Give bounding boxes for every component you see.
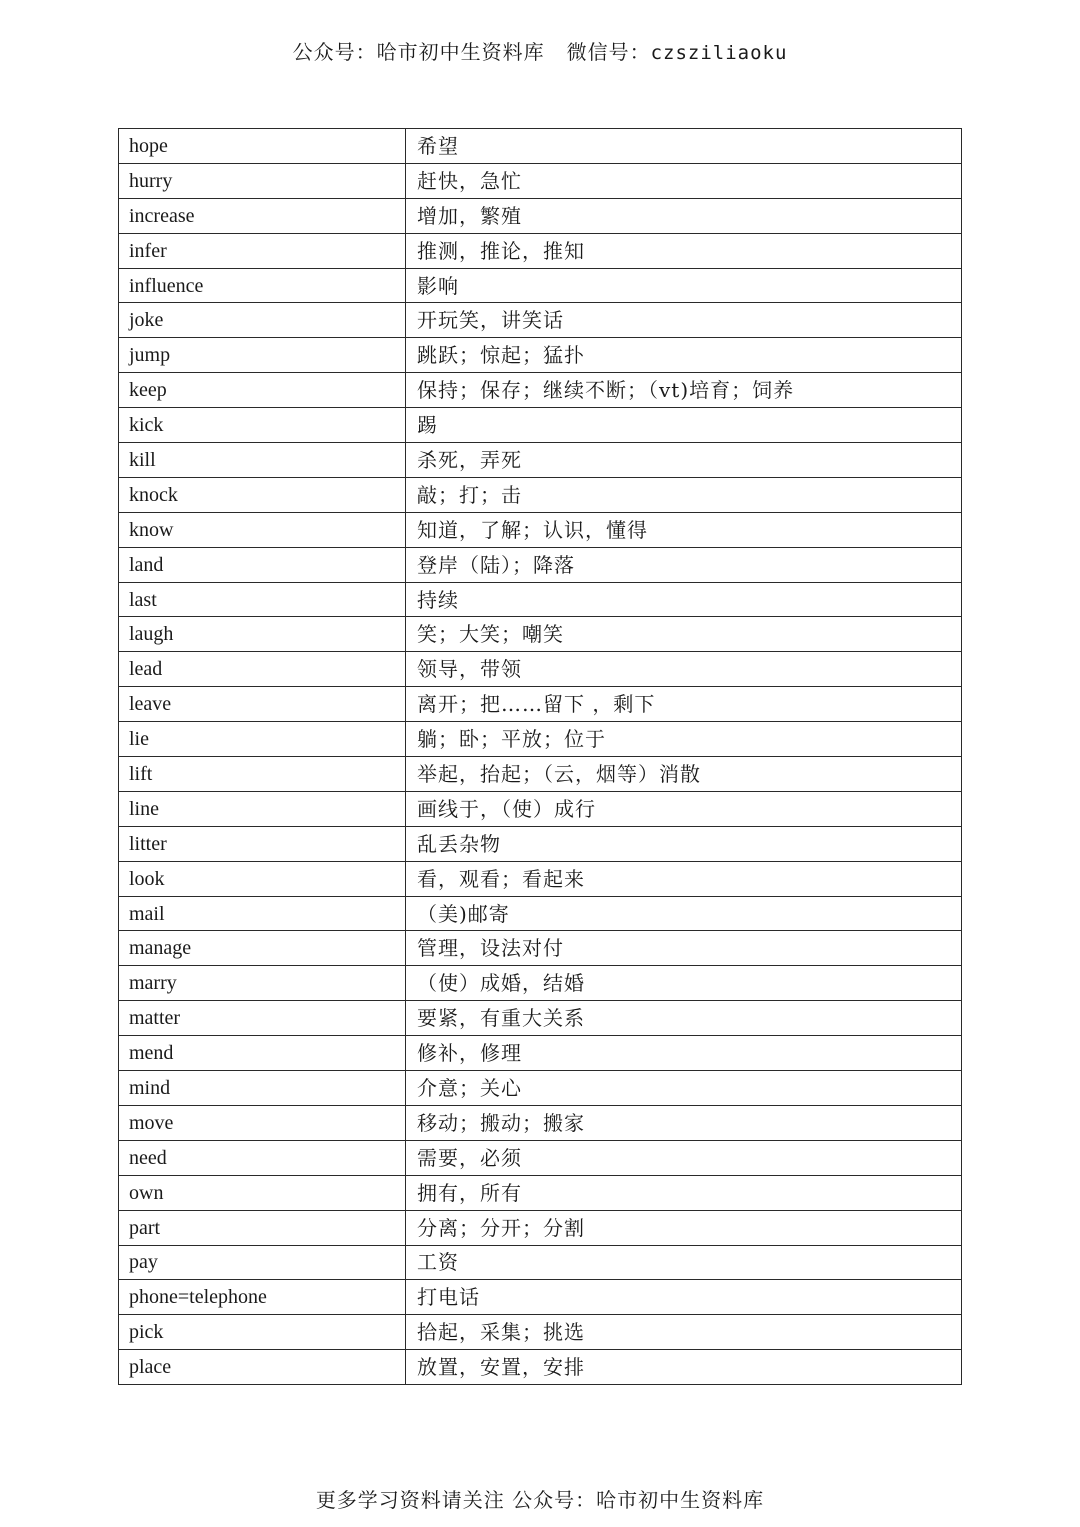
vocab-word: lie: [119, 722, 406, 757]
table-row: [119, 1210, 962, 1245]
table-row: [119, 826, 962, 861]
vocab-meaning: 增加，繁殖: [406, 198, 962, 233]
vocab-meaning: 躺；卧；平放；位于: [406, 722, 962, 757]
vocab-meaning: 修补，修理: [406, 1036, 962, 1071]
vocab-word: place: [119, 1350, 406, 1385]
table-row: [119, 512, 962, 547]
table-row: [119, 303, 962, 338]
table-row: [119, 931, 962, 966]
wechat-id: czsziliaoku: [650, 42, 788, 64]
table-row: [119, 1350, 962, 1385]
vocab-meaning: 杀死，弄死: [406, 443, 962, 478]
table-row: [119, 1140, 962, 1175]
table-row: [119, 722, 962, 757]
vocab-meaning: 赶快，急忙: [406, 163, 962, 198]
vocab-meaning: 拥有，所有: [406, 1175, 962, 1210]
vocab-meaning: 敲；打；击: [406, 477, 962, 512]
table-row: [119, 1315, 962, 1350]
vocab-meaning: 离开；把……留下 ，剩下: [406, 687, 962, 722]
vocab-word: last: [119, 582, 406, 617]
vocab-word: line: [119, 791, 406, 826]
table-row: [119, 129, 962, 164]
table-row: [119, 408, 962, 443]
table-row: [119, 617, 962, 652]
table-row: [119, 1245, 962, 1280]
vocab-meaning: 乱丢杂物: [406, 826, 962, 861]
table-row: [119, 966, 962, 1001]
vocab-meaning: 工资: [406, 1245, 962, 1280]
vocab-meaning: 登岸（陆）；降落: [406, 547, 962, 582]
table-row: [119, 861, 962, 896]
vocab-word: matter: [119, 1001, 406, 1036]
vocab-word: land: [119, 547, 406, 582]
vocab-meaning: 知道，了解；认识，懂得: [406, 512, 962, 547]
vocab-word: lift: [119, 757, 406, 792]
vocab-meaning: 要紧，有重大关系: [406, 1001, 962, 1036]
vocab-meaning: 保持；保存；继续不断；（vt)培育；饲养: [406, 373, 962, 408]
vocab-word: marry: [119, 966, 406, 1001]
table-row: [119, 791, 962, 826]
vocab-word: mend: [119, 1036, 406, 1071]
table-row: [119, 1036, 962, 1071]
table-row: [119, 373, 962, 408]
table-row: [119, 582, 962, 617]
wechat-prefix: 微信号：: [566, 40, 651, 64]
vocab-word: leave: [119, 687, 406, 722]
vocab-meaning: 分离；分开；分割: [406, 1210, 962, 1245]
vocab-word: mind: [119, 1071, 406, 1106]
vocab-word: know: [119, 512, 406, 547]
vocab-word: mail: [119, 896, 406, 931]
table-row: [119, 687, 962, 722]
vocab-meaning: 跳跃；惊起；猛扑: [406, 338, 962, 373]
table-row: [119, 1280, 962, 1315]
table-row: [119, 443, 962, 478]
vocab-word: kick: [119, 408, 406, 443]
table-row: [119, 163, 962, 198]
vocab-word: lead: [119, 652, 406, 687]
vocab-meaning: 影响: [406, 268, 962, 303]
vocab-word: jump: [119, 338, 406, 373]
vocab-word: phone=telephone: [119, 1280, 406, 1315]
vocab-word: influence: [119, 268, 406, 303]
vocab-meaning: 看，观看；看起来: [406, 861, 962, 896]
table-row: [119, 477, 962, 512]
page-footer: 更多学习资料请关注 公众号：哈市初中生资料库: [315, 1488, 765, 1512]
vocab-meaning: （使）成婚，结婚: [406, 966, 962, 1001]
vocab-meaning: 举起，抬起；（云，烟等）消散: [406, 757, 962, 792]
table-row: [119, 547, 962, 582]
table-row: [119, 652, 962, 687]
vocabulary-table-body: [119, 129, 962, 1385]
vocab-word: pick: [119, 1315, 406, 1350]
table-row: [119, 1001, 962, 1036]
page-header: [0, 36, 1080, 65]
table-row: [119, 268, 962, 303]
vocab-meaning: 推测，推论，推知: [406, 233, 962, 268]
table-row: [119, 198, 962, 233]
vocab-word: need: [119, 1140, 406, 1175]
vocab-meaning: 笑；大笑；嘲笑: [406, 617, 962, 652]
table-row: [119, 338, 962, 373]
table-row: [119, 1105, 962, 1140]
table-row: [119, 1071, 962, 1106]
vocab-meaning: 移动；搬动；搬家: [406, 1105, 962, 1140]
vocab-meaning: （美)邮寄: [406, 896, 962, 931]
vocab-word: litter: [119, 826, 406, 861]
account-label: 公众号：哈市初中生资料库: [292, 40, 545, 64]
vocab-meaning: 拾起，采集；挑选: [406, 1315, 962, 1350]
vocab-word: keep: [119, 373, 406, 408]
vocab-word: move: [119, 1105, 406, 1140]
vocab-meaning: 开玩笑，讲笑话: [406, 303, 962, 338]
vocab-word: knock: [119, 477, 406, 512]
vocab-word: own: [119, 1175, 406, 1210]
table-row: [119, 757, 962, 792]
vocab-meaning: 打电话: [406, 1280, 962, 1315]
vocabulary-table: [118, 128, 962, 1385]
vocab-meaning: 管理，设法对付: [406, 931, 962, 966]
table-row: [119, 896, 962, 931]
vocab-word: hope: [119, 129, 406, 164]
vocab-meaning: 希望: [406, 129, 962, 164]
vocab-meaning: 画线于，（使）成行: [406, 791, 962, 826]
vocab-word: pay: [119, 1245, 406, 1280]
vocab-word: hurry: [119, 163, 406, 198]
table-row: [119, 1175, 962, 1210]
vocab-meaning: 领导，带领: [406, 652, 962, 687]
vocab-meaning: 介意；关心: [406, 1071, 962, 1106]
vocab-word: part: [119, 1210, 406, 1245]
table-row: [119, 233, 962, 268]
vocab-word: kill: [119, 443, 406, 478]
vocab-meaning: 需要，必须: [406, 1140, 962, 1175]
vocab-word: infer: [119, 233, 406, 268]
vocab-meaning: 持续: [406, 582, 962, 617]
vocab-word: increase: [119, 198, 406, 233]
vocab-word: laugh: [119, 617, 406, 652]
vocab-word: look: [119, 861, 406, 896]
vocab-word: manage: [119, 931, 406, 966]
vocab-meaning: 踢: [406, 408, 962, 443]
vocab-word: joke: [119, 303, 406, 338]
vocab-meaning: 放置，安置，安排: [406, 1350, 962, 1385]
